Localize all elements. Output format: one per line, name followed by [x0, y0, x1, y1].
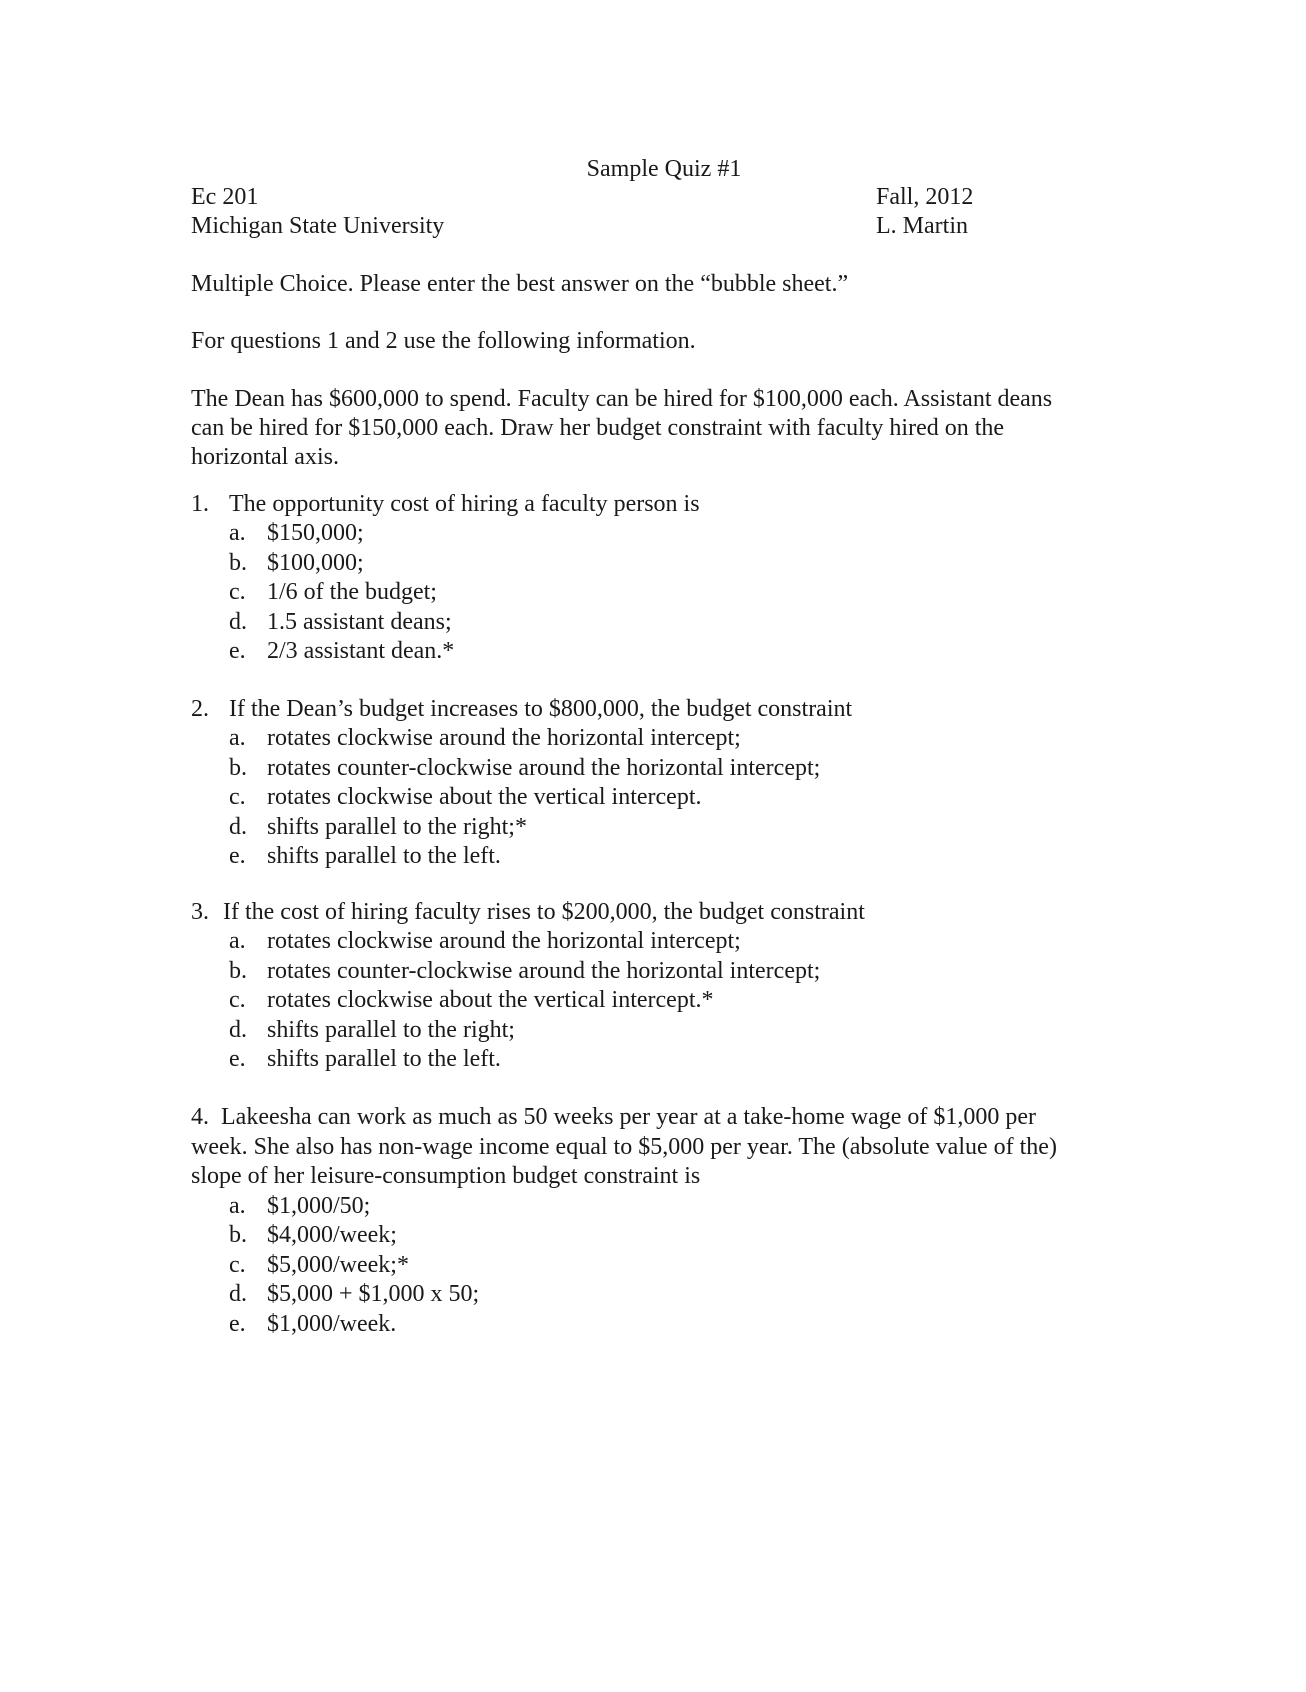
option-d	[191, 1280, 1091, 1310]
option-letter: c.	[229, 1251, 246, 1278]
option-letter: c.	[229, 579, 246, 605]
option-a	[191, 724, 1111, 754]
option-text: $1,000/week.	[267, 1310, 397, 1337]
option-text: $1,000/50;	[267, 1192, 371, 1219]
option-text: rotates counter-clockwise around the horizontal intercept;	[267, 754, 821, 781]
option-b	[191, 1221, 1091, 1251]
university-name: Michigan State University	[191, 213, 445, 239]
option-text: shifts parallel to the left.	[267, 843, 501, 869]
option-a	[191, 519, 1111, 549]
option-letter: b.	[229, 957, 247, 984]
option-text: shifts parallel to the right;	[267, 1016, 515, 1043]
option-text: shifts parallel to the left.	[267, 1046, 501, 1072]
option-text: rotates counter-clockwise around the horizontal intercept;	[267, 957, 821, 984]
page-title: Sample Quiz #1	[586, 156, 742, 182]
term: Fall, 2012	[876, 184, 974, 210]
option-text: 2/3 assistant dean.*	[267, 638, 455, 664]
option-letter: e.	[229, 1310, 246, 1337]
option-letter: a.	[229, 725, 246, 751]
question-text: If the Dean’s budget increases to $800,000, the budget constraint	[229, 696, 853, 722]
question-text: The opportunity cost of hiring a faculty person is	[229, 491, 700, 517]
option-a	[191, 927, 1111, 957]
option-a	[191, 1192, 1091, 1222]
option-d	[191, 608, 1111, 638]
option-text: rotates clockwise about the vertical intercept.*	[267, 987, 714, 1013]
option-list	[191, 724, 1111, 872]
option-letter: a.	[229, 520, 246, 546]
option-text: 1.5 assistant deans;	[267, 608, 452, 635]
option-text: $4,000/week;	[267, 1222, 397, 1248]
question-2	[191, 695, 1111, 872]
option-list	[191, 519, 1111, 667]
option-text: $150,000;	[267, 520, 364, 546]
option-text: $5,000/week;*	[267, 1251, 409, 1278]
option-letter: c.	[229, 784, 246, 810]
option-b	[191, 957, 1111, 987]
question-text: If the cost of hiring faculty rises to $200,000, the budget constraint	[223, 899, 865, 925]
question-number: 1.	[191, 491, 209, 517]
question-stem	[191, 898, 1111, 927]
question-stem	[191, 695, 1111, 724]
option-text: rotates clockwise around the horizontal intercept;	[267, 928, 741, 954]
option-text: shifts parallel to the right;*	[267, 813, 527, 840]
option-d	[191, 813, 1111, 843]
option-text: $5,000 + $1,000 x 50;	[267, 1281, 480, 1307]
option-text: $100,000;	[267, 549, 364, 576]
option-letter: b.	[229, 1222, 247, 1248]
option-d	[191, 1016, 1111, 1046]
option-c	[191, 986, 1111, 1016]
option-e	[191, 1310, 1091, 1340]
option-c	[191, 783, 1111, 813]
question-number: 2.	[191, 696, 209, 722]
option-letter: e.	[229, 1046, 246, 1072]
option-b	[191, 549, 1111, 579]
question-4	[191, 1103, 1091, 1339]
option-letter: d.	[229, 1281, 247, 1307]
option-list	[191, 927, 1111, 1075]
option-letter: e.	[229, 843, 246, 869]
option-letter: e.	[229, 638, 246, 664]
question-text: Lakeesha can work as much as 50 weeks per year at a take-home wage of $1,000 per week. She also has non-wage income equal to $5,000 per year. The (absolute value of the) slope of her leisure-consumption budget constraint is	[191, 1104, 1057, 1189]
question-stem	[191, 1103, 1091, 1192]
option-letter: c.	[229, 987, 246, 1013]
option-e	[191, 1045, 1111, 1075]
option-e	[191, 637, 1111, 667]
option-letter: b.	[229, 549, 247, 576]
option-list	[191, 1192, 1091, 1340]
option-c	[191, 1251, 1091, 1281]
option-letter: d.	[229, 813, 247, 840]
instructions: Multiple Choice. Please enter the best answer on the “bubble sheet.”	[191, 271, 849, 297]
question-stem	[191, 490, 1111, 519]
option-text: 1/6 of the budget;	[267, 579, 437, 605]
question-number: 3.	[191, 899, 209, 925]
option-letter: a.	[229, 928, 246, 954]
question-number: 4.	[191, 1104, 209, 1130]
context-intro: For questions 1 and 2 use the following information.	[191, 328, 696, 354]
option-b	[191, 754, 1111, 784]
option-text: rotates clockwise about the vertical intercept.	[267, 784, 702, 810]
instructor: L. Martin	[876, 213, 968, 239]
option-letter: d.	[229, 1016, 247, 1043]
option-text: rotates clockwise around the horizontal intercept;	[267, 725, 741, 751]
option-letter: b.	[229, 754, 247, 781]
option-letter: d.	[229, 608, 247, 635]
question-1	[191, 490, 1111, 667]
question-3	[191, 898, 1111, 1075]
course-code: Ec 201	[191, 184, 259, 210]
option-letter: a.	[229, 1192, 246, 1219]
option-c	[191, 578, 1111, 608]
context-text: The Dean has $600,000 to spend. Faculty can be hired for $100,000 each. Assistant deans can be hired for $150,000 each. Draw her budget constraint with faculty hired on the horizontal axis.	[191, 386, 1053, 470]
option-e	[191, 842, 1111, 872]
